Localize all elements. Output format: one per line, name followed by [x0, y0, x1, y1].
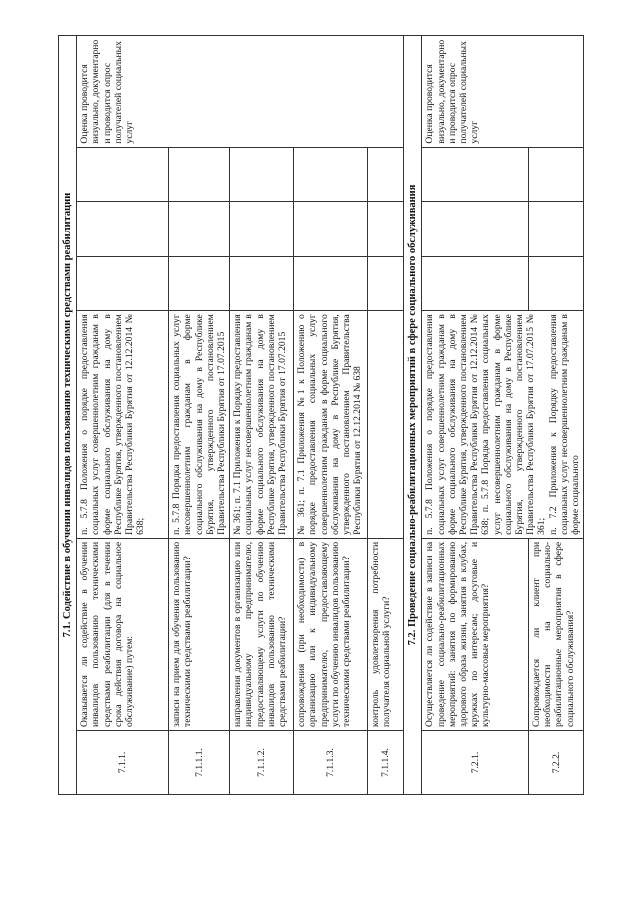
checklist-table: [58, 35, 584, 795]
answer-cell: [230, 147, 294, 202]
answer-cell: [528, 147, 583, 202]
item-number: 7.1.1.2.: [230, 730, 294, 794]
item-question: направления документов в организацию или индивидуальному предпринимателю, предоставляющему услуги по обучению инвалидов пользованию техническими средствами реабилитации?: [230, 538, 294, 730]
table-row: [422, 36, 529, 795]
item-question: записи на прием для обучения пользованию техническими средствами реабилитации?: [169, 538, 230, 730]
answer-cell: [422, 147, 529, 202]
item-number: 7.2.2.: [528, 730, 583, 794]
item-note: Оценка проводится визуально, документарно и проводится опрос получателей социальных услуг: [77, 36, 404, 148]
answer-cell: [169, 147, 230, 202]
item-number: 7.1.1.1.: [169, 730, 230, 794]
item-note: Оценка проводится визуально, документарно и проводится опрос получателей социальных услуг: [422, 36, 584, 148]
answer-cell: [368, 202, 404, 257]
answer-cell: [528, 202, 583, 257]
answer-cell: [294, 256, 368, 311]
item-reference: п. 5.7.8 Положения о порядке предоставления социальных услуг совершеннолетним гражданам в форме социального обслуживания на дому в Республике Бурятия, утвержденного постановлением Правительства Республики Бурятия от 12.12.2014 № 638;: [77, 311, 169, 539]
answer-cell: [422, 256, 529, 311]
answer-cell: [77, 202, 169, 257]
table-row: [169, 36, 230, 795]
item-reference-text: п. 5.7.8 Положения о порядке предоставления социальных услуг совершеннолетним гражданам в форме социального обслуживания на дому в Республике Бурятия, утвержденного постановлением Правительства Республики Бурятия от 12.12.2014 № 638; п. 5.7.8 Порядка предоставления социальных услуг несовершеннолетним гражданам в форме социального обслуживания на дому в Республике Бурятия, утвержденного постановлением Правительства Республики Бурятия от 17.07.2015 № 361;: [424, 314, 548, 535]
answer-cell: [368, 147, 404, 202]
item-question: Оказывается ли содействие в обучении инвалидов пользованию техническими средствами реабилитации (для в течении срока действия договора на социальное обслуживание) путем:: [77, 538, 169, 730]
item-reference: № 361; п. 7.1 Приложения к Порядку предоставления социальных услуг несовершеннолетним гражданам в форме социального обслуживания на дому в Республике Бурятия, утвержденного постановлением Правительства Республики Бурятия от 17.07.2015: [230, 311, 294, 539]
answer-cell: [77, 256, 169, 311]
item-question: контроль удовлетворения потребности получателя социальной услуги?: [368, 538, 404, 730]
answer-cell: [422, 202, 529, 257]
table-row: [230, 36, 294, 795]
section-header: [404, 36, 422, 795]
item-question: Осуществляется ли содействие в записи на проведение социально-реабилитационных мероприятий: занятия по формированию здорового образа жизни, занятия в клубах, кружках по интересам; досуговые и культурно-массовые мероприятия?: [422, 538, 529, 730]
answer-cell: [169, 256, 230, 311]
answer-cell: [294, 147, 368, 202]
table-row: [294, 36, 368, 795]
item-number: 7.1.1.: [77, 730, 169, 794]
item-reference: [422, 311, 584, 539]
answer-cell: [294, 202, 368, 257]
table-row: [77, 36, 169, 795]
answer-cell: [230, 202, 294, 257]
item-reference-text: п. 7.2 Приложения к Порядку предоставления социальных услуг несовершеннолетним гражданам в форме социального: [547, 314, 582, 535]
item-reference: [368, 311, 404, 539]
answer-cell: [169, 202, 230, 257]
item-reference: № 361; п. 7.1 Приложения №1 к Положению о порядке предоставления социальных услуг совершеннолетним гражданам в форме социального обслуживания на дому в Республике Бурятия, утвержденного постановлением Правительства Республики Бурятия от 12.12.2014 № 638: [294, 311, 368, 539]
answer-cell: [368, 256, 404, 311]
checklist-table-frame: [58, 35, 628, 795]
section-header: [59, 36, 77, 795]
answer-cell: [77, 147, 169, 202]
answer-cell: [528, 256, 583, 311]
section-title: 7.2. Проведение социально-реабилитационных мероприятий в сфере социального обслуживания: [404, 36, 422, 795]
section-title: 7.1. Содействие в обучении инвалидов пользованию техническими средствами реабилитации: [59, 36, 77, 795]
item-question: сопровождения (при необходимости) в организацию или к индивидуальному предпринимателю, предоставляющему услуги по обучению инвалидов пользованию техническими средствами реабилитации?: [294, 538, 368, 730]
item-number: 7.1.1.4.: [368, 730, 404, 794]
answer-cell: [230, 256, 294, 311]
item-number: 7.2.1.: [422, 730, 529, 794]
item-question: Сопровождается ли клиент при необходимости на социально-реабилитационные мероприятия в сфере социального обслуживания?: [528, 538, 583, 730]
table-row: [368, 36, 404, 795]
item-number: 7.1.1.3.: [294, 730, 368, 794]
item-reference: п. 5.7.8 Порядка предоставления социальных услуг несовершеннолетним гражданам в форме социального обслуживания на дому в Республике Бурятия, утвержденного постановлением Правительства Республики Бурятия от 17.07.2015: [169, 311, 230, 539]
